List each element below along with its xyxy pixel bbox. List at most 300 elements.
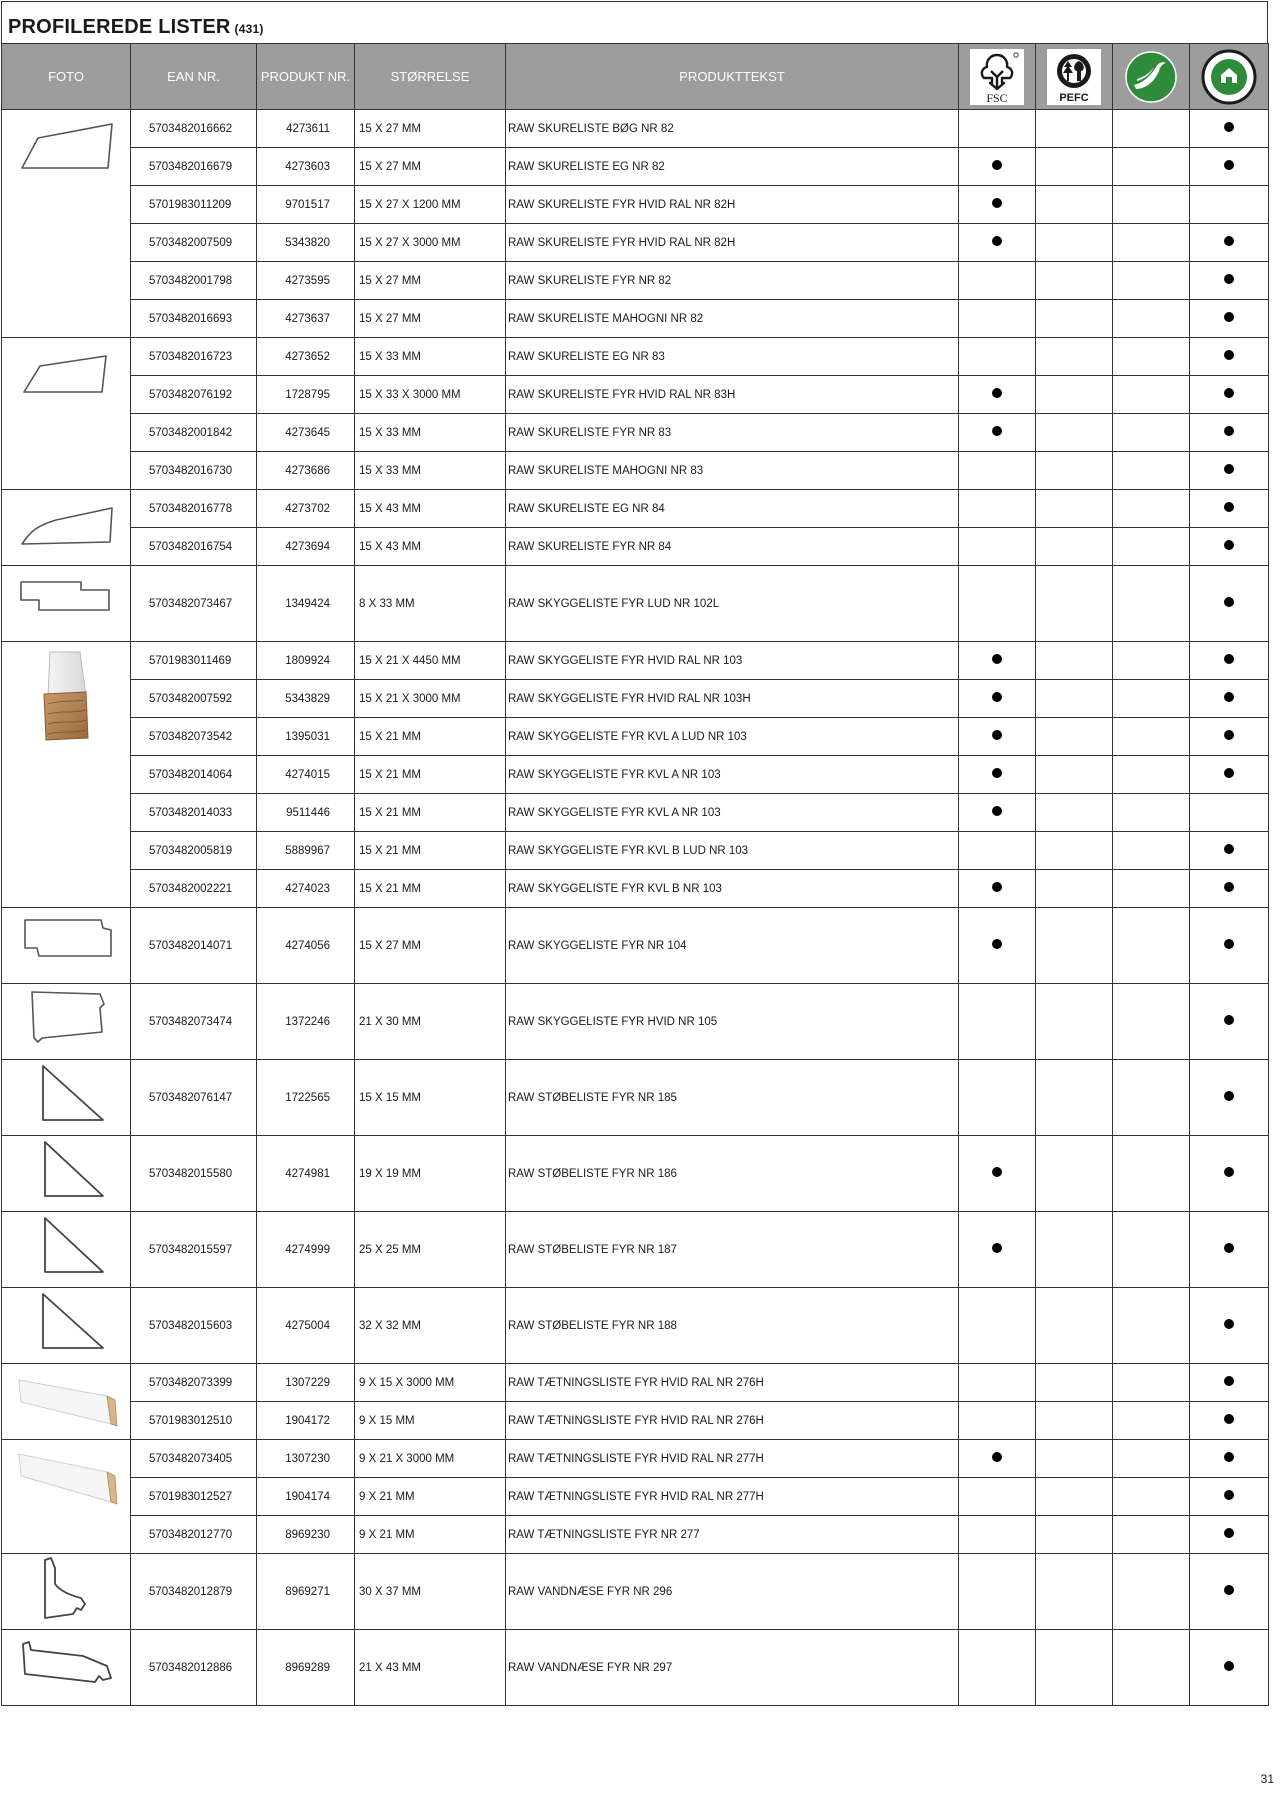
product-number-cell: 4274981 — [257, 1136, 355, 1212]
indoor-climate-label-icon — [1201, 49, 1257, 105]
ean-cell: 5703482001798 — [131, 262, 257, 300]
size-cell: 25 X 25 MM — [355, 1212, 506, 1288]
product-number-cell: 9511446 — [257, 794, 355, 832]
cert-svane-cell — [1113, 300, 1190, 338]
product-number-cell: 1307230 — [257, 1440, 355, 1478]
cert-icl-cell — [1190, 148, 1269, 186]
certification-dot-icon — [992, 236, 1002, 246]
cert-icl-cell — [1190, 680, 1269, 718]
product-text-cell: RAW TÆTNINGSLISTE FYR HVID RAL NR 277H — [506, 1440, 959, 1478]
product-photo-cell — [2, 1554, 131, 1630]
table-row — [2, 224, 1269, 262]
cert-svane-cell — [1113, 1364, 1190, 1402]
size-cell: 15 X 43 MM — [355, 528, 506, 566]
product-number-cell: 8969271 — [257, 1554, 355, 1630]
cert-icl-cell — [1190, 794, 1269, 832]
cert-pefc-cell — [1036, 414, 1113, 452]
cert-icl-cell — [1190, 1212, 1269, 1288]
certification-dot-icon — [1224, 844, 1234, 854]
cert-svane-cell — [1113, 680, 1190, 718]
cert-icl-cell — [1190, 908, 1269, 984]
table-row — [2, 1478, 1269, 1516]
cert-svane-cell — [1113, 1136, 1190, 1212]
product-number-cell: 1722565 — [257, 1060, 355, 1136]
col-indoor-climate — [1190, 44, 1269, 110]
product-number-cell: 4273637 — [257, 300, 355, 338]
product-text-cell: RAW STØBELISTE FYR NR 187 — [506, 1212, 959, 1288]
ean-cell: 5703482073399 — [131, 1364, 257, 1402]
product-number-cell: 4273611 — [257, 110, 355, 148]
cert-svane-cell — [1113, 490, 1190, 528]
cert-fsc-cell — [959, 1630, 1036, 1706]
cert-pefc-cell — [1036, 224, 1113, 262]
cert-icl-cell — [1190, 490, 1269, 528]
certification-dot-icon — [1224, 502, 1234, 512]
certification-dot-icon — [992, 939, 1002, 949]
title-count: (431) — [234, 22, 264, 36]
ean-cell: 5703482014071 — [131, 908, 257, 984]
ean-cell: 5703482014064 — [131, 756, 257, 794]
table-row — [2, 642, 1269, 680]
size-cell: 15 X 33 MM — [355, 452, 506, 490]
product-text-cell: RAW SKYGGELISTE FYR KVL A NR 103 — [506, 794, 959, 832]
cert-fsc-cell — [959, 1136, 1036, 1212]
ean-cell: 5703482007592 — [131, 680, 257, 718]
product-text-cell: RAW TÆTNINGSLISTE FYR HVID RAL NR 276H — [506, 1364, 959, 1402]
product-text-cell: RAW SKURELISTE MAHOGNI NR 82 — [506, 300, 959, 338]
cert-fsc-cell — [959, 1364, 1036, 1402]
cert-svane-cell — [1113, 1478, 1190, 1516]
certification-dot-icon — [992, 654, 1002, 664]
size-cell: 9 X 15 X 3000 MM — [355, 1364, 506, 1402]
product-profile-drawing — [2, 1060, 130, 1124]
cert-svane-cell — [1113, 528, 1190, 566]
cert-svane-cell — [1113, 224, 1190, 262]
cert-pefc-cell — [1036, 642, 1113, 680]
product-profile-drawing — [2, 984, 130, 1048]
size-cell: 9 X 21 X 3000 MM — [355, 1440, 506, 1478]
cert-svane-cell — [1113, 794, 1190, 832]
cert-svane-cell — [1113, 1402, 1190, 1440]
cert-pefc-cell — [1036, 1060, 1113, 1136]
cert-fsc-cell — [959, 338, 1036, 376]
size-cell: 9 X 15 MM — [355, 1402, 506, 1440]
cert-pefc-cell — [1036, 1402, 1113, 1440]
table-row — [2, 1402, 1269, 1440]
col-svanemaerket — [1113, 44, 1190, 110]
ean-cell: 5703482073474 — [131, 984, 257, 1060]
product-photo-cell — [2, 490, 131, 566]
size-cell: 15 X 27 MM — [355, 110, 506, 148]
cert-fsc-cell — [959, 186, 1036, 224]
title-text: PROFILEREDE LISTER — [8, 16, 231, 38]
cert-pefc-cell — [1036, 1478, 1113, 1516]
certification-dot-icon — [1224, 768, 1234, 778]
cert-svane-cell — [1113, 1516, 1190, 1554]
size-cell: 15 X 15 MM — [355, 1060, 506, 1136]
ean-cell: 5703482076192 — [131, 376, 257, 414]
col-stoerrelse: STØRRELSE — [355, 44, 506, 110]
size-cell: 30 X 37 MM — [355, 1554, 506, 1630]
page-title — [8, 16, 264, 39]
cert-fsc-cell — [959, 414, 1036, 452]
product-number-cell: 1372246 — [257, 984, 355, 1060]
product-text-cell: RAW SKYGGELISTE FYR LUD NR 102L — [506, 566, 959, 642]
product-photo-cell — [2, 338, 131, 490]
certification-dot-icon — [1224, 730, 1234, 740]
table-row — [2, 1554, 1269, 1630]
cert-fsc-cell — [959, 1402, 1036, 1440]
product-number-cell: 1809924 — [257, 642, 355, 680]
cert-icl-cell — [1190, 756, 1269, 794]
certification-dot-icon — [1224, 1376, 1234, 1386]
ean-cell: 5703482005819 — [131, 832, 257, 870]
cert-icl-cell — [1190, 1554, 1269, 1630]
col-produkttekst: PRODUKTTEKST — [506, 44, 959, 110]
table-row — [2, 110, 1269, 148]
cert-pefc-cell — [1036, 110, 1113, 148]
certification-dot-icon — [1224, 160, 1234, 170]
table-row — [2, 1288, 1269, 1364]
cert-icl-cell — [1190, 110, 1269, 148]
product-text-cell: RAW VANDNÆSE FYR NR 297 — [506, 1630, 959, 1706]
ean-cell: 5703482002221 — [131, 870, 257, 908]
size-cell: 8 X 33 MM — [355, 566, 506, 642]
certification-dot-icon — [1224, 882, 1234, 892]
product-profile-drawing — [2, 908, 130, 968]
product-text-cell: RAW SKYGGELISTE FYR HVID RAL NR 103H — [506, 680, 959, 718]
col-foto: FOTO — [2, 44, 131, 110]
ean-cell: 5703482016679 — [131, 148, 257, 186]
table-row — [2, 870, 1269, 908]
product-text-cell: RAW VANDNÆSE FYR NR 296 — [506, 1554, 959, 1630]
size-cell: 19 X 19 MM — [355, 1136, 506, 1212]
certification-dot-icon — [1224, 692, 1234, 702]
cert-icl-cell — [1190, 984, 1269, 1060]
cert-icl-cell — [1190, 376, 1269, 414]
table-header-row — [2, 44, 1269, 110]
col-ean: EAN NR. — [131, 44, 257, 110]
cert-fsc-cell — [959, 490, 1036, 528]
certification-dot-icon — [1224, 1414, 1234, 1424]
nordic-swan-logo-icon — [1124, 49, 1178, 105]
table-row — [2, 414, 1269, 452]
product-text-cell: RAW SKYGGELISTE FYR KVL A NR 103 — [506, 756, 959, 794]
product-number-cell: 1307229 — [257, 1364, 355, 1402]
certification-dot-icon — [1224, 426, 1234, 436]
cert-svane-cell — [1113, 1060, 1190, 1136]
certification-dot-icon — [1224, 274, 1234, 284]
cert-icl-cell — [1190, 642, 1269, 680]
cert-svane-cell — [1113, 1440, 1190, 1478]
ean-cell: 5703482012770 — [131, 1516, 257, 1554]
table-row — [2, 490, 1269, 528]
product-text-cell: RAW TÆTNINGSLISTE FYR NR 277 — [506, 1516, 959, 1554]
ean-cell: 5703482007509 — [131, 224, 257, 262]
certification-dot-icon — [1224, 312, 1234, 322]
product-profile-drawing — [2, 1136, 130, 1200]
product-number-cell: 4273686 — [257, 452, 355, 490]
size-cell: 15 X 21 MM — [355, 870, 506, 908]
product-profile-drawing — [2, 566, 130, 626]
ean-cell: 5703482016693 — [131, 300, 257, 338]
certification-dot-icon — [1224, 654, 1234, 664]
table-row — [2, 148, 1269, 186]
pefc-logo-icon — [1047, 49, 1101, 105]
cert-pefc-cell — [1036, 300, 1113, 338]
product-text-cell: RAW SKYGGELISTE FYR HVID RAL NR 103 — [506, 642, 959, 680]
certification-dot-icon — [992, 388, 1002, 398]
product-photo-cell — [2, 1212, 131, 1288]
cert-pefc-cell — [1036, 1288, 1113, 1364]
cert-fsc-cell — [959, 680, 1036, 718]
cert-svane-cell — [1113, 908, 1190, 984]
table-row — [2, 186, 1269, 224]
pefc-logo-text: PEFC — [1059, 91, 1089, 104]
cert-icl-cell — [1190, 1478, 1269, 1516]
cert-pefc-cell — [1036, 186, 1113, 224]
cert-pefc-cell — [1036, 1364, 1113, 1402]
cert-svane-cell — [1113, 756, 1190, 794]
cert-svane-cell — [1113, 870, 1190, 908]
cert-pefc-cell — [1036, 1554, 1113, 1630]
ean-cell: 5703482016723 — [131, 338, 257, 376]
certification-dot-icon — [992, 426, 1002, 436]
cert-fsc-cell — [959, 794, 1036, 832]
product-text-cell: RAW STØBELISTE FYR NR 185 — [506, 1060, 959, 1136]
product-number-cell: 4274056 — [257, 908, 355, 984]
product-number-cell: 4273652 — [257, 338, 355, 376]
ean-cell: 5703482016754 — [131, 528, 257, 566]
fsc-logo-text: FSC — [986, 90, 1008, 105]
cert-pefc-cell — [1036, 1212, 1113, 1288]
product-text-cell: RAW SKYGGELISTE FYR KVL B NR 103 — [506, 870, 959, 908]
product-photo-cell — [2, 110, 131, 338]
cert-icl-cell — [1190, 1630, 1269, 1706]
cert-svane-cell — [1113, 832, 1190, 870]
cert-pefc-cell — [1036, 1516, 1113, 1554]
cert-pefc-cell — [1036, 1440, 1113, 1478]
product-number-cell: 9701517 — [257, 186, 355, 224]
product-text-cell: RAW TÆTNINGSLISTE FYR HVID RAL NR 276H — [506, 1402, 959, 1440]
table-row — [2, 376, 1269, 414]
product-table — [1, 43, 1269, 1706]
product-photo-cell — [2, 1364, 131, 1440]
product-photo-cell — [2, 1136, 131, 1212]
cert-pefc-cell — [1036, 984, 1113, 1060]
product-profile-drawing — [2, 490, 130, 552]
cert-pefc-cell — [1036, 1136, 1113, 1212]
product-number-cell: 4273645 — [257, 414, 355, 452]
certification-dot-icon — [1224, 388, 1234, 398]
product-profile-drawing — [2, 110, 130, 176]
col-fsc — [959, 44, 1036, 110]
product-text-cell: RAW SKYGGELISTE FYR KVL A LUD NR 103 — [506, 718, 959, 756]
size-cell: 15 X 33 MM — [355, 414, 506, 452]
fsc-logo-icon — [970, 49, 1024, 105]
product-text-cell: RAW SKURELISTE FYR HVID RAL NR 83H — [506, 376, 959, 414]
size-cell: 15 X 27 MM — [355, 300, 506, 338]
cert-icl-cell — [1190, 1516, 1269, 1554]
size-cell: 15 X 21 MM — [355, 832, 506, 870]
size-cell: 15 X 21 X 4450 MM — [355, 642, 506, 680]
cert-fsc-cell — [959, 262, 1036, 300]
ean-cell: 5703482016662 — [131, 110, 257, 148]
cert-svane-cell — [1113, 338, 1190, 376]
certification-dot-icon — [1224, 1452, 1234, 1462]
cert-pefc-cell — [1036, 756, 1113, 794]
cert-fsc-cell — [959, 1478, 1036, 1516]
product-profile-drawing — [2, 642, 130, 748]
product-number-cell: 5343820 — [257, 224, 355, 262]
ean-cell: 5703482012879 — [131, 1554, 257, 1630]
certification-dot-icon — [1224, 597, 1234, 607]
product-number-cell: 1349424 — [257, 566, 355, 642]
product-text-cell: RAW TÆTNINGSLISTE FYR HVID RAL NR 277H — [506, 1478, 959, 1516]
cert-pefc-cell — [1036, 338, 1113, 376]
certification-dot-icon — [992, 692, 1002, 702]
cert-icl-cell — [1190, 566, 1269, 642]
cert-fsc-cell — [959, 224, 1036, 262]
certification-dot-icon — [1224, 1585, 1234, 1595]
product-text-cell: RAW STØBELISTE FYR NR 188 — [506, 1288, 959, 1364]
product-number-cell: 5343829 — [257, 680, 355, 718]
product-text-cell: RAW STØBELISTE FYR NR 186 — [506, 1136, 959, 1212]
size-cell: 15 X 21 MM — [355, 718, 506, 756]
certification-dot-icon — [1224, 464, 1234, 474]
product-text-cell: RAW SKURELISTE FYR NR 84 — [506, 528, 959, 566]
cert-fsc-cell — [959, 832, 1036, 870]
size-cell: 15 X 27 MM — [355, 908, 506, 984]
certification-dot-icon — [1224, 236, 1234, 246]
cert-pefc-cell — [1036, 832, 1113, 870]
product-photo-cell — [2, 1440, 131, 1554]
ean-cell: 5703482073467 — [131, 566, 257, 642]
page-number: 31 — [1260, 1772, 1274, 1786]
table-row — [2, 984, 1269, 1060]
cert-fsc-cell — [959, 1288, 1036, 1364]
table-row — [2, 262, 1269, 300]
certification-dot-icon — [1224, 1015, 1234, 1025]
product-text-cell: RAW SKYGGELISTE FYR NR 104 — [506, 908, 959, 984]
cert-fsc-cell — [959, 1516, 1036, 1554]
cert-svane-cell — [1113, 1212, 1190, 1288]
cert-icl-cell — [1190, 338, 1269, 376]
certification-dot-icon — [992, 198, 1002, 208]
col-produkt-nr: PRODUKT NR. — [257, 44, 355, 110]
certification-dot-icon — [992, 1167, 1002, 1177]
cert-fsc-cell — [959, 870, 1036, 908]
table-row — [2, 718, 1269, 756]
table-row — [2, 1136, 1269, 1212]
table-row — [2, 756, 1269, 794]
cert-icl-cell — [1190, 528, 1269, 566]
cert-pefc-cell — [1036, 490, 1113, 528]
ean-cell: 5701983012510 — [131, 1402, 257, 1440]
cert-icl-cell — [1190, 300, 1269, 338]
cert-icl-cell — [1190, 1364, 1269, 1402]
size-cell: 32 X 32 MM — [355, 1288, 506, 1364]
certification-dot-icon — [1224, 1490, 1234, 1500]
certification-dot-icon — [992, 768, 1002, 778]
product-photo-cell — [2, 1288, 131, 1364]
cert-icl-cell — [1190, 1060, 1269, 1136]
size-cell: 15 X 33 X 3000 MM — [355, 376, 506, 414]
cert-svane-cell — [1113, 1288, 1190, 1364]
product-number-cell: 4273595 — [257, 262, 355, 300]
cert-icl-cell — [1190, 452, 1269, 490]
ean-cell: 5703482015580 — [131, 1136, 257, 1212]
product-number-cell: 4273603 — [257, 148, 355, 186]
product-number-cell: 4275004 — [257, 1288, 355, 1364]
cert-icl-cell — [1190, 186, 1269, 224]
size-cell: 15 X 27 MM — [355, 148, 506, 186]
col-pefc — [1036, 44, 1113, 110]
cert-icl-cell — [1190, 262, 1269, 300]
product-photo-cell — [2, 566, 131, 642]
certification-dot-icon — [992, 882, 1002, 892]
product-profile-drawing — [2, 338, 130, 400]
product-number-cell: 4273694 — [257, 528, 355, 566]
ean-cell: 5701983011209 — [131, 186, 257, 224]
certification-dot-icon — [992, 160, 1002, 170]
product-text-cell: RAW SKURELISTE FYR NR 82 — [506, 262, 959, 300]
product-photo-cell — [2, 908, 131, 984]
certification-dot-icon — [1224, 1661, 1234, 1671]
product-text-cell: RAW SKURELISTE BØG NR 82 — [506, 110, 959, 148]
product-text-cell: RAW SKURELISTE EG NR 83 — [506, 338, 959, 376]
ean-cell: 5703482001842 — [131, 414, 257, 452]
certification-dot-icon — [1224, 1091, 1234, 1101]
product-profile-drawing — [2, 1440, 130, 1510]
product-text-cell: RAW SKYGGELISTE FYR KVL B LUD NR 103 — [506, 832, 959, 870]
product-photo-cell — [2, 984, 131, 1060]
certification-dot-icon — [1224, 1167, 1234, 1177]
product-photo-cell — [2, 642, 131, 908]
cert-pefc-cell — [1036, 718, 1113, 756]
certification-dot-icon — [992, 806, 1002, 816]
ean-cell: 5703482012886 — [131, 1630, 257, 1706]
cert-fsc-cell — [959, 148, 1036, 186]
cert-fsc-cell — [959, 718, 1036, 756]
ean-cell: 5703482016730 — [131, 452, 257, 490]
product-number-cell: 4274015 — [257, 756, 355, 794]
size-cell: 9 X 21 MM — [355, 1478, 506, 1516]
product-photo-cell — [2, 1630, 131, 1706]
cert-svane-cell — [1113, 262, 1190, 300]
cert-svane-cell — [1113, 186, 1190, 224]
product-number-cell: 4273702 — [257, 490, 355, 528]
product-profile-drawing — [2, 1630, 130, 1690]
cert-svane-cell — [1113, 566, 1190, 642]
size-cell: 15 X 27 MM — [355, 262, 506, 300]
cert-svane-cell — [1113, 718, 1190, 756]
cert-pefc-cell — [1036, 908, 1113, 984]
certification-dot-icon — [992, 730, 1002, 740]
table-row — [2, 832, 1269, 870]
size-cell: 15 X 27 X 1200 MM — [355, 186, 506, 224]
cert-pefc-cell — [1036, 376, 1113, 414]
size-cell: 15 X 21 X 3000 MM — [355, 680, 506, 718]
product-number-cell: 4274023 — [257, 870, 355, 908]
size-cell: 15 X 33 MM — [355, 338, 506, 376]
cert-fsc-cell — [959, 300, 1036, 338]
table-row — [2, 794, 1269, 832]
title-bar — [1, 1, 1268, 43]
catalog-sheet — [1, 1, 1268, 1706]
certification-dot-icon — [1224, 122, 1234, 132]
cert-icl-cell — [1190, 224, 1269, 262]
